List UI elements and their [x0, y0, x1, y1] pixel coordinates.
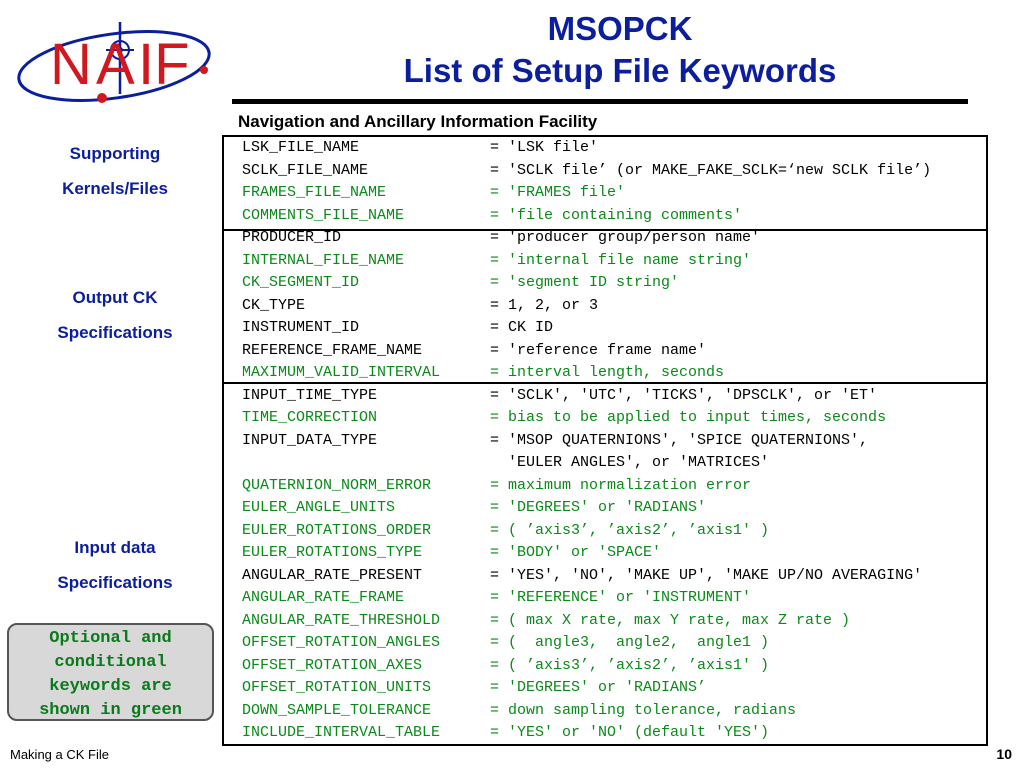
- keyword-value: = 'REFERENCE' or 'INSTRUMENT': [490, 589, 752, 606]
- keyword-row: [242, 520, 769, 543]
- keyword-name: TIME_CORRECTION: [242, 409, 378, 426]
- side-label-line: Specifications: [57, 573, 173, 592]
- keyword-value: = 'BODY' or 'SPACE': [490, 544, 662, 561]
- keyword-row: [242, 700, 796, 723]
- keyword-value: = 'internal file name string': [490, 251, 752, 269]
- keyword-value: = 'SCLK', 'UTC', 'TICKS', 'DPSCLK', or 'ET': [490, 386, 878, 404]
- keyword-row: [242, 722, 769, 745]
- keyword-name: LSK_FILE_NAME: [242, 139, 360, 156]
- keyword-row: [242, 632, 769, 655]
- logo-letter-a: A: [96, 32, 135, 97]
- keyword-name: ANGULAR_RATE_THRESHOLD: [242, 611, 441, 629]
- keyword-row: [242, 250, 751, 273]
- keyword-value: = bias to be applied to input times, seconds: [490, 409, 887, 426]
- keyword-name: DOWN_SAMPLE_TOLERANCE: [242, 701, 432, 719]
- keyword-row: [242, 452, 769, 475]
- keyword-row: [242, 160, 931, 183]
- keyword-name: SCLK_FILE_NAME: [242, 161, 369, 179]
- keyword-value: = 'DEGREES' or 'RADIANS’: [490, 679, 707, 696]
- keyword-row: [242, 475, 751, 498]
- keyword-row: [242, 407, 886, 430]
- keyword-value: = 'segment ID string': [490, 274, 680, 291]
- keyword-list-box: [222, 135, 988, 746]
- keyword-name: ANGULAR_RATE_PRESENT: [242, 566, 423, 584]
- keyword-row: [242, 677, 706, 700]
- page-title-line2: List of Setup File Keywords: [403, 52, 837, 89]
- keyword-row: [242, 182, 625, 205]
- keyword-name: EULER_ROTATIONS_TYPE: [242, 544, 423, 561]
- note-line: conditional: [54, 653, 167, 672]
- keyword-name: INPUT_TIME_TYPE: [242, 386, 378, 404]
- keyword-value: = ( ’axis3’, ’axis2’, ’axis1' ): [490, 656, 770, 674]
- keyword-value: = interval length, seconds: [490, 364, 725, 381]
- side-label-line: Input data: [74, 538, 156, 557]
- keyword-row: [242, 385, 877, 408]
- keyword-name: PRODUCER_ID: [242, 229, 342, 246]
- keyword-name: CK_TYPE: [242, 296, 306, 314]
- keyword-name: QUATERNION_NORM_ERROR: [242, 476, 432, 494]
- keyword-value: = 'SCLK file’ (or MAKE_FAKE_SCLK=‘new SCLK file’): [490, 161, 932, 179]
- keyword-name: CK_SEGMENT_ID: [242, 274, 360, 291]
- keyword-name: FRAMES_FILE_NAME: [242, 184, 387, 201]
- keyword-value: = CK ID: [490, 319, 554, 336]
- keyword-value: = 'MSOP QUATERNIONS', 'SPICE QUATERNIONS',: [490, 431, 869, 449]
- keyword-row: [242, 272, 679, 295]
- naif-logo-graphic: [14, 14, 224, 114]
- keyword-row: [242, 362, 724, 385]
- keyword-row: [242, 610, 850, 633]
- keyword-name: REFERENCE_FRAME_NAME: [242, 341, 423, 359]
- side-label-line: Supporting: [69, 144, 161, 163]
- keyword-name: EULER_ROTATIONS_ORDER: [242, 521, 432, 539]
- keyword-name: COMMENTS_FILE_NAME: [242, 206, 405, 224]
- keyword-row: [242, 205, 742, 228]
- side-label-line: Specifications: [57, 323, 173, 342]
- keyword-row: [242, 295, 598, 318]
- page-number: 10: [996, 746, 1012, 762]
- keyword-value: = 'FRAMES file': [490, 184, 626, 201]
- facility-subtitle: Navigation and Ancillary Information Facility: [238, 112, 598, 131]
- keyword-name: INSTRUMENT_ID: [242, 319, 360, 336]
- keyword-value: = 'YES' or 'NO' (default 'YES'): [490, 724, 770, 741]
- keyword-value: = 'LSK file': [490, 139, 599, 156]
- keyword-row: [242, 137, 598, 160]
- note-line: keywords are: [49, 677, 172, 696]
- note-line: shown in green: [39, 701, 182, 720]
- side-label-input: [10, 530, 220, 600]
- keyword-name: EULER_ANGLE_UNITS: [242, 499, 396, 516]
- keyword-value: = 'reference frame name': [490, 341, 707, 359]
- keyword-row: [242, 497, 706, 520]
- keyword-value: = ( angle3, angle2, angle1 ): [490, 634, 770, 651]
- keyword-name: MAXIMUM_VALID_INTERVAL: [242, 364, 441, 381]
- keyword-value: 'EULER ANGLES', or 'MATRICES': [490, 454, 770, 471]
- keyword-name: ANGULAR_RATE_FRAME: [242, 589, 405, 606]
- keyword-value: = 1, 2, or 3: [490, 296, 599, 314]
- page-title-line1: MSOPCK: [547, 10, 693, 47]
- keyword-value: = 'file containing comments': [490, 206, 743, 224]
- keyword-name: INCLUDE_INTERVAL_TABLE: [242, 724, 441, 741]
- keyword-name: OFFSET_ROTATION_ANGLES: [242, 634, 441, 651]
- title-rule: [232, 99, 968, 104]
- optional-keywords-note: [7, 623, 214, 721]
- keyword-value: = ( max X rate, max Y rate, max Z rate ): [490, 611, 851, 629]
- logo-letters-if: IF: [138, 32, 190, 97]
- keyword-value: = down sampling tolerance, radians: [490, 701, 797, 719]
- keyword-row: [242, 340, 706, 363]
- naif-logo: [14, 14, 224, 114]
- note-line: Optional and: [49, 629, 172, 648]
- keyword-value: = 'DEGREES' or 'RADIANS': [490, 499, 707, 516]
- keyword-row: [242, 227, 760, 250]
- keyword-row: [242, 317, 553, 340]
- side-label-line: Output CK: [72, 288, 158, 307]
- side-label-output: [10, 280, 220, 350]
- keyword-row: [242, 430, 868, 453]
- keyword-value: = 'producer group/person name': [490, 229, 761, 246]
- side-label-line: Kernels/Files: [62, 179, 168, 198]
- keyword-value: = 'YES', 'NO', 'MAKE UP', 'MAKE UP/NO AVERAGING': [490, 566, 923, 584]
- keyword-value: = ( ’axis3’, ’axis2’, ’axis1' ): [490, 521, 770, 539]
- keyword-row: [242, 655, 769, 678]
- keyword-row: [242, 565, 922, 588]
- keyword-row: [242, 542, 661, 565]
- keyword-name: OFFSET_ROTATION_AXES: [242, 656, 423, 674]
- side-label-supporting: [10, 136, 220, 206]
- keyword-name: OFFSET_ROTATION_UNITS: [242, 679, 432, 696]
- logo-letter-n: N: [50, 32, 92, 97]
- keyword-name: INPUT_DATA_TYPE: [242, 431, 378, 449]
- keyword-name: INTERNAL_FILE_NAME: [242, 251, 405, 269]
- footer-title: Making a CK File: [10, 747, 109, 762]
- keyword-value: = maximum normalization error: [490, 476, 752, 494]
- keyword-row: [242, 587, 751, 610]
